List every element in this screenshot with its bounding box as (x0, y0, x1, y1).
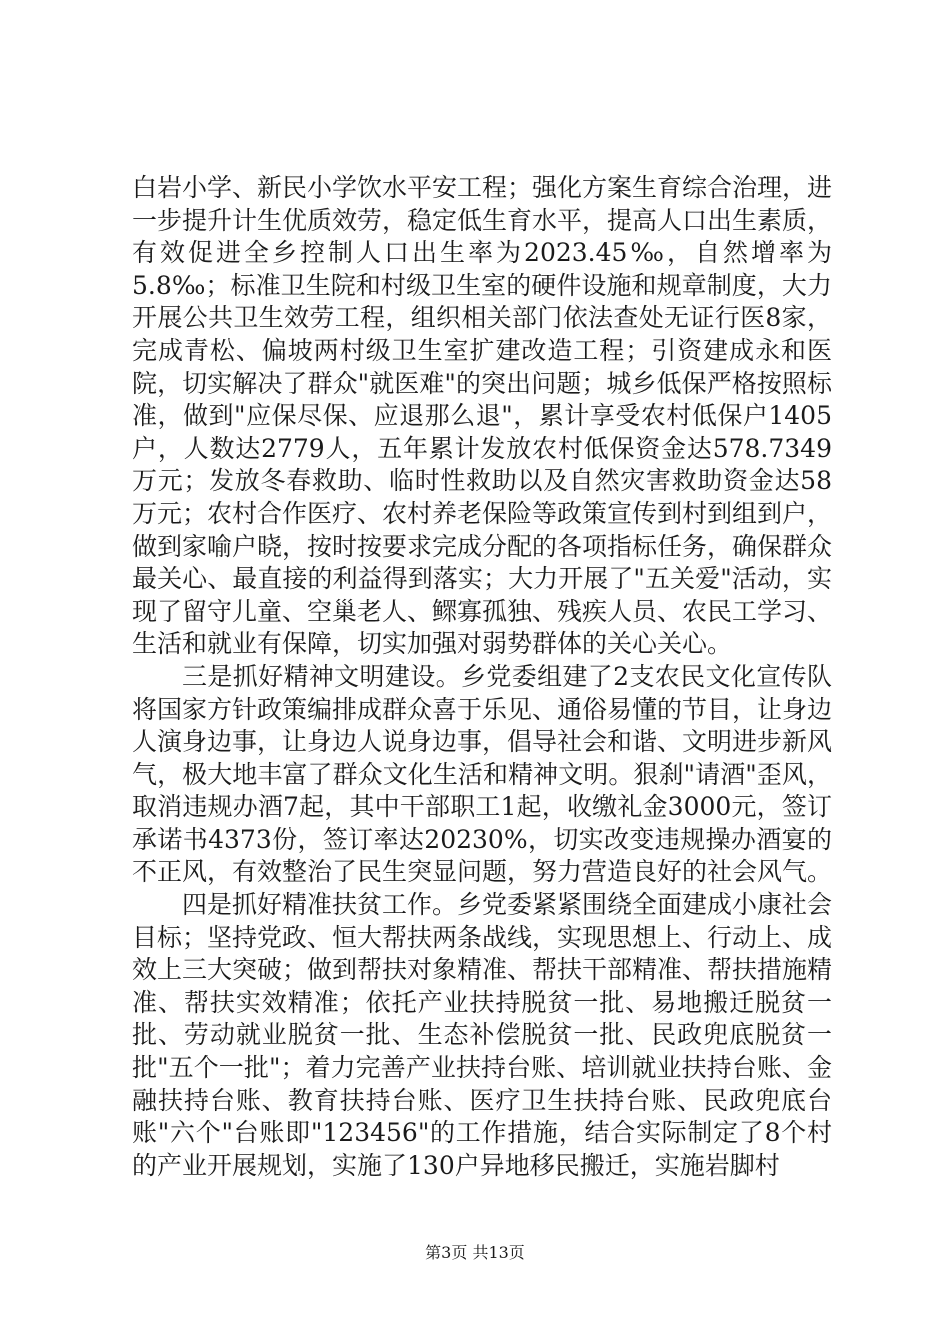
paragraph-2: 三是抓好精神文明建设。乡党委组建了2支农民文化宣传队将国家方针政策编排成群众喜于乐见、通俗易懂的节目，让身边人演身边事，让身边人说身边事，倡导社会和谐、文明进步新风气，极大地丰富了群众文化生活和精神文明。狠刹"请酒"歪风，取消违规办酒7起，其中干部职工1起，收缴礼金3000元，签订承诺书4373份，签订率达20230%，切实改变违规操办酒宴的不正风，有效整治了民生突显问题，努力营造良好的社会风气。 (132, 661, 833, 887)
page-number: 第3页 共13页 (425, 1243, 525, 1262)
paragraph-3: 四是抓好精准扶贫工作。乡党委紧紧围绕全面建成小康社会目标；坚持党政、恒大帮扶两条战线，实现思想上、行动上、成效上三大突破；做到帮扶对象精准、帮扶干部精准、帮扶措施精准、帮扶实效精准；依托产业扶持脱贫一批、易地搬迁脱贫一批、劳动就业脱贫一批、生态补偿脱贫一批、民政兜底脱贫一批"五个一批"；着力完善产业扶持台账、培训就业扶持台账、金融扶持台账、教育扶持台账、医疗卫生扶持台账、民政兜底台账"六个"台账即"123456"的工作措施，结合实际制定了8个村的产业开展规划，实施了130户异地移民搬迁，实施岩脚村 (132, 890, 833, 1180)
body-text (132, 172, 832, 1182)
page-footer (0, 1243, 950, 1263)
paragraph-1: 白岩小学、新民小学饮水平安工程；强化方案生育综合治理，进一步提升计生优质效劳，稳定低生育水平，提高人口出生素质，有效促进全乡控制人口出生率为2023.45‰，自然增率为5.8‰；标准卫生院和村级卫生室的硬件设施和规章制度，大力开展公共卫生效劳工程，组织相关部门依法查处无证行医8家，完成青松、偏坡两村级卫生室扩建改造工程；引资建成永和医院，切实解决了群众"就医难"的突出问题；城乡低保严格按照标准，做到"应保尽保、应退那么退"，累计享受农村低保户1405户，人数达2779人，五年累计发放农村低保资金达578.7349万元；发放冬春救助、临时性救助以及自然灾害救助资金达58万元；农村合作医疗、农村养老保险等政策宣传到村到组到户，做到家喻户晓，按时按要求完成分配的各项指标任务，确保群众最关心、最直接的利益得到落实；大力开展了"五关爱"活动，实现了留守儿童、空巢老人、鳏寡孤独、残疾人员、农民工学习、生活和就业有保障，切实加强对弱势群体的关心关心。 (132, 173, 833, 659)
